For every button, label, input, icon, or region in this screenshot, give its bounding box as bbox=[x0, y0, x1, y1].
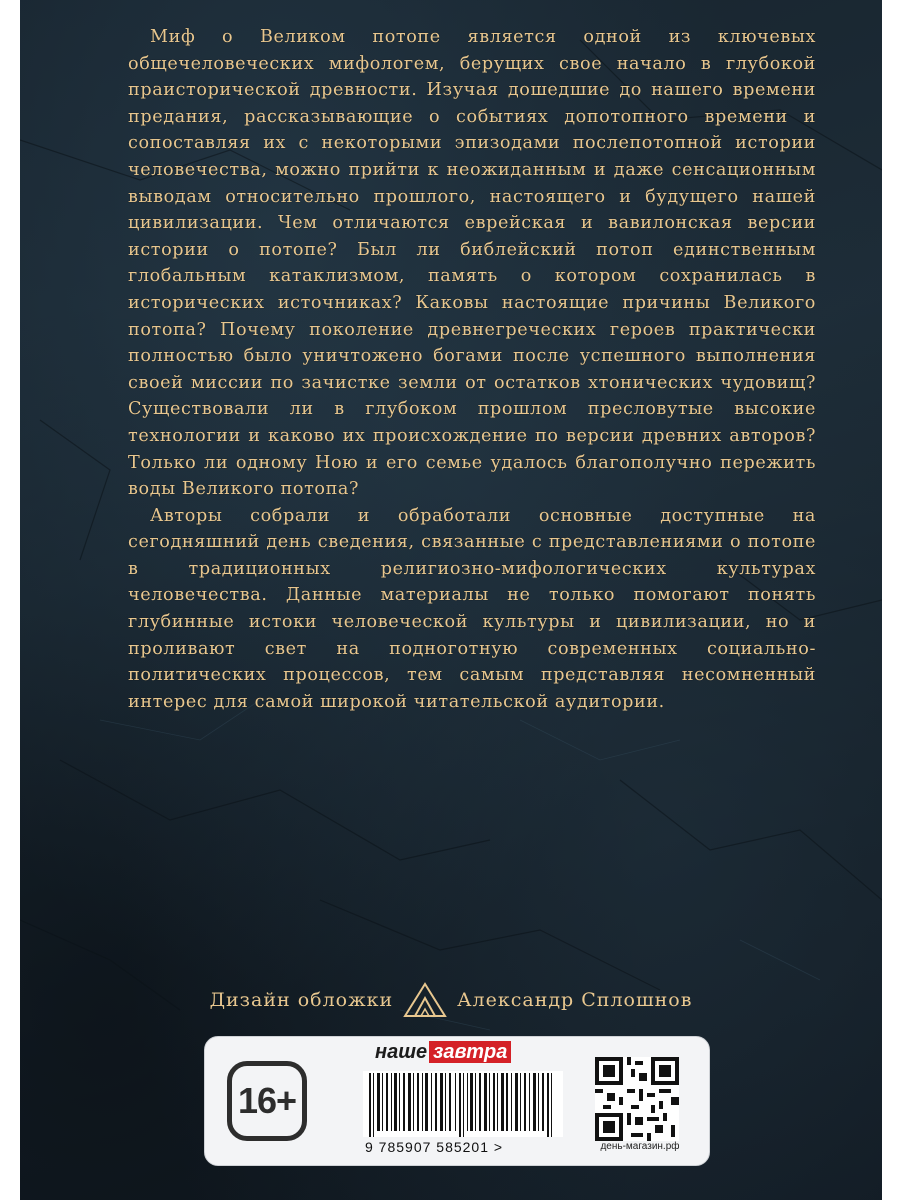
annotation-paragraph-2: Авторы собрали и обработали основные доступные на сегодняшний день сведения, связанные с представлениями о потопе в традиционных религиозно-мифологических культурах человечества. Данные материалы не только помогают понять глубинные истоки человеческой культуры и цивилизации, но и проливают свет на подноготную современных социально-политических процессов, тем самым представляя несомненный интерес для самой широкой читательской аудитории. bbox=[128, 505, 816, 712]
isbn-number: 9 785907 585201 > bbox=[365, 1139, 504, 1155]
publisher-logo-part1: наше bbox=[375, 1041, 428, 1063]
credit-label: Дизайн обложки bbox=[209, 989, 394, 1011]
isbn-barcode bbox=[363, 1071, 563, 1137]
publisher-logo-part2: завтра bbox=[429, 1041, 511, 1063]
annotation-text bbox=[128, 24, 816, 715]
credit-name: Александр Сплошнов bbox=[457, 989, 693, 1011]
age-rating-badge: 16+ bbox=[227, 1061, 307, 1141]
cover-design-credit bbox=[20, 982, 882, 1018]
publisher-logo bbox=[375, 1041, 535, 1067]
publisher-panel bbox=[204, 1036, 710, 1166]
triangle-emblem-icon bbox=[403, 982, 447, 1018]
annotation-paragraph-1: Миф о Великом потопе является одной из ключевых общечеловеческих мифологем, берущих свое начало в глубокой праисторической древности. Изучая дошедшие до нашего времени предания, рассказывающие о событиях допотопного времени и сопоставляя их с некоторыми эпизодами послепотопной истории человечества, можно прийти к неожиданным и даже сенсационным выводам относительно прошлого, настоящего и будущего нашей цивилизации. Чем отличаются еврейская и вавилонская версии истории о потопе? Был ли библейский потоп единственным глобальным катаклизмом, память о котором сохранилась в исторических источниках? Каковы настоящие причины Великого потопа? Почему поколение древнегреческих героев практически полностью было уничтожено богами после успешного выполнения своей миссии по зачистке земли от остатков хтонических чудовищ? Существовали ли в глубоком прошлом пресловутые высокие технологии и каково их происхождение по версии древних авторов? Только ли одному Ною и его семье удалось благополучно пережить воды Великого потопа? bbox=[128, 27, 816, 500]
book-back-cover bbox=[20, 0, 882, 1200]
website-link[interactable]: день-магазин.рф bbox=[600, 1141, 680, 1152]
qr-code-icon bbox=[595, 1057, 679, 1141]
